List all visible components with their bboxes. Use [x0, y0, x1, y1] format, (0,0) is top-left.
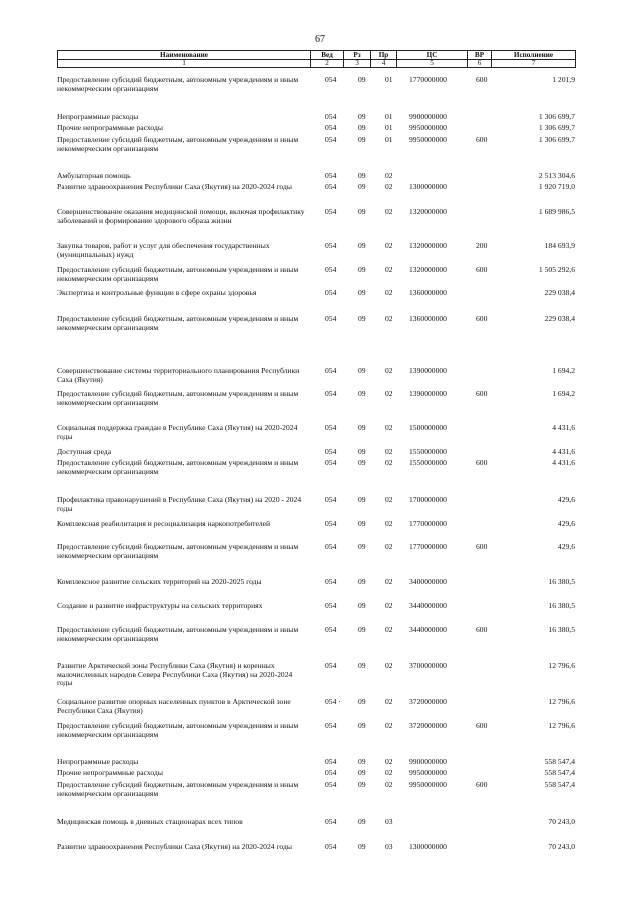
cell-rz: 09 — [358, 423, 366, 432]
cell-ved: 054 — [325, 366, 337, 375]
cell-cs: 1360000000 — [409, 314, 447, 323]
cell-pr: 02 — [385, 423, 393, 432]
cell-pr: 02 — [385, 697, 393, 706]
cell-pr: 02 — [385, 542, 393, 551]
col-header-ved: Вед — [311, 51, 344, 60]
row-name: Прочие непрограммные расходы — [57, 768, 163, 777]
cell-cs: 9950000000 — [409, 768, 447, 777]
cell-amount: 184 693,9 — [544, 241, 575, 250]
cell-cs: 1770000000 — [409, 542, 447, 551]
col-number: 3 — [344, 60, 371, 68]
cell-cs: 3720000000 — [409, 721, 447, 730]
col-header-pr: Пр — [371, 51, 397, 60]
cell-pr: 02 — [385, 182, 393, 191]
cell-rz: 09 — [358, 519, 366, 528]
col-number: 7 — [492, 60, 576, 68]
cell-rz: 09 — [358, 697, 366, 706]
cell-rz: 09 — [358, 123, 366, 132]
cell-ved: 054 — [325, 780, 337, 789]
cell-pr: 02 — [385, 768, 393, 777]
cell-cs: 1390000000 — [409, 366, 447, 375]
row-name: Амбулаторная помощь — [57, 171, 131, 180]
cell-pr: 02 — [385, 721, 393, 730]
cell-pr: 02 — [385, 601, 393, 610]
cell-ved: 054 — [325, 757, 337, 766]
cell-cs: 3700000000 — [409, 661, 447, 670]
cell-ved: 054 · — [325, 697, 341, 706]
cell-cs: 3440000000 — [409, 601, 447, 610]
cell-pr: 02 — [385, 577, 393, 586]
cell-ved: 054 — [325, 721, 337, 730]
cell-pr: 01 — [385, 135, 393, 144]
cell-rz: 09 — [358, 288, 366, 297]
cell-pr: 01 — [385, 123, 393, 132]
cell-cs: 1770000000 — [409, 75, 447, 84]
cell-pr: 02 — [385, 265, 393, 274]
cell-ved: 054 — [325, 768, 337, 777]
cell-cs: 9900000000 — [409, 757, 447, 766]
cell-ved: 054 — [325, 314, 337, 323]
cell-vr: 600 — [476, 625, 488, 634]
cell-rz: 09 — [358, 601, 366, 610]
cell-amount: 558 547,4 — [544, 768, 575, 777]
cell-ved: 054 — [325, 458, 337, 467]
cell-pr: 02 — [385, 171, 393, 180]
row-name: Социальная поддержка граждан в Республике Саха (Якутия) на 2020-2024 годы — [57, 423, 298, 441]
row-name: Предоставление субсидий бюджетным, автономным учреждениям и иным некоммерческим организациям — [57, 314, 299, 332]
cell-ved: 054 — [325, 389, 337, 398]
cell-rz: 09 — [358, 817, 366, 826]
cell-amount: 1 505 292,6 — [538, 265, 575, 274]
cell-pr: 02 — [385, 780, 393, 789]
cell-ved: 054 — [325, 495, 337, 504]
cell-rz: 09 — [358, 780, 366, 789]
cell-pr: 02 — [385, 288, 393, 297]
row-name: Предоставление субсидий бюджетным, автономным учреждениям и иным некоммерческим организациям — [57, 721, 299, 739]
cell-pr: 03 — [385, 817, 393, 826]
cell-amount: 1 689 986,5 — [538, 207, 575, 216]
row-name: Комплексная реабилитация и ресоциализация наркопотребителей — [57, 519, 271, 528]
row-name: Предоставление субсидий бюджетным, автономным учреждениям и иным некоммерческим организациям — [57, 780, 299, 798]
cell-amount: 70 243,0 — [548, 842, 575, 851]
cell-amount: 12 796,6 — [548, 661, 575, 670]
cell-cs: 1300000000 — [409, 842, 447, 851]
row-name: Совершенствование системы территориального планирования Республики Саха (Якутия) — [57, 366, 300, 384]
cell-rz: 09 — [358, 207, 366, 216]
cell-pr: 02 — [385, 661, 393, 670]
cell-rz: 09 — [358, 135, 366, 144]
row-name: Закупка товаров, работ и услуг для обеспечения государственных (муниципальных) нужд — [57, 241, 270, 259]
cell-vr: 600 — [476, 721, 488, 730]
cell-amount: 1 694,2 — [552, 389, 575, 398]
cell-ved: 054 — [325, 423, 337, 432]
col-header-vr: ВР — [468, 51, 492, 60]
cell-amount: 12 796,6 — [548, 697, 575, 706]
cell-amount: 70 243,0 — [548, 817, 575, 826]
cell-cs: 1550000000 — [409, 458, 447, 467]
page-number: 67 — [315, 34, 325, 45]
cell-rz: 09 — [358, 625, 366, 634]
row-name: Развитие Арктической зоны Республики Саха (Якутия) и коренных малочисленных народов Севера Республики Саха (Якутия) на 2020-2024 годы — [57, 661, 293, 688]
cell-vr: 600 — [476, 389, 488, 398]
row-name: Развитие здравоохранения Республики Саха (Якутия) на 2020-2024 годы — [57, 182, 292, 191]
cell-rz: 09 — [358, 721, 366, 730]
cell-cs: 9950000000 — [409, 123, 447, 132]
cell-cs: 1700000000 — [409, 495, 447, 504]
cell-amount: 229 038,4 — [544, 288, 575, 297]
cell-rz: 09 — [358, 182, 366, 191]
cell-pr: 02 — [385, 458, 393, 467]
cell-amount: 4 431,6 — [552, 458, 575, 467]
cell-pr: 02 — [385, 625, 393, 634]
row-name: Предоставление субсидий бюджетным, автономным учреждениям и иным некоммерческим организациям — [57, 389, 299, 407]
cell-amount: 16 380,5 — [548, 577, 575, 586]
cell-vr: 600 — [476, 314, 488, 323]
cell-pr: 01 — [385, 112, 393, 121]
cell-amount: 558 547,4 — [544, 780, 575, 789]
cell-cs: 1300000000 — [409, 182, 447, 191]
cell-ved: 054 — [325, 171, 337, 180]
cell-rz: 09 — [358, 447, 366, 456]
cell-amount: 1 201,9 — [552, 75, 575, 84]
cell-vr: 600 — [476, 265, 488, 274]
cell-amount: 2 513 304,6 — [538, 171, 575, 180]
cell-amount: 1 306 699,7 — [538, 112, 575, 121]
cell-pr: 02 — [385, 757, 393, 766]
cell-rz: 09 — [358, 495, 366, 504]
row-name: Социальное развитие опорных населенных пунктов в Арктической зоне Республики Саха (Якутия) — [57, 697, 291, 715]
cell-ved: 054 — [325, 123, 337, 132]
cell-rz: 09 — [358, 265, 366, 274]
cell-ved: 054 — [325, 288, 337, 297]
cell-rz: 09 — [358, 314, 366, 323]
cell-amount: 16 380,5 — [548, 625, 575, 634]
cell-ved: 054 — [325, 135, 337, 144]
cell-vr: 600 — [476, 458, 488, 467]
cell-ved: 054 — [325, 542, 337, 551]
cell-amount: 1 306 699,7 — [538, 123, 575, 132]
cell-amount: 4 431,6 — [552, 423, 575, 432]
cell-pr: 02 — [385, 447, 393, 456]
cell-cs: 3440000000 — [409, 625, 447, 634]
cell-amount: 429,6 — [557, 519, 575, 528]
row-name: Экспертиза и контрольные функции в сфере охраны здоровья — [57, 288, 257, 297]
cell-amount: 12 796,6 — [548, 721, 575, 730]
cell-cs: 1320000000 — [409, 207, 447, 216]
cell-pr: 02 — [385, 389, 393, 398]
cell-rz: 09 — [358, 757, 366, 766]
cell-ved: 054 — [325, 265, 337, 274]
col-number: 2 — [311, 60, 344, 68]
row-name: Предоставление субсидий бюджетным, автономным учреждениям и иным некоммерческим организациям — [57, 458, 299, 476]
cell-pr: 02 — [385, 207, 393, 216]
cell-cs: 9900000000 — [409, 112, 447, 121]
cell-vr: 600 — [476, 542, 488, 551]
cell-pr: 01 — [385, 75, 393, 84]
cell-rz: 09 — [358, 661, 366, 670]
cell-rz: 09 — [358, 171, 366, 180]
cell-pr: 02 — [385, 366, 393, 375]
cell-cs: 3720000000 — [409, 697, 447, 706]
cell-ved: 054 — [325, 207, 337, 216]
cell-ved: 054 — [325, 817, 337, 826]
cell-ved: 054 — [325, 577, 337, 586]
cell-ved: 054 — [325, 182, 337, 191]
cell-cs: 1320000000 — [409, 241, 447, 250]
row-name: Предоставление субсидий бюджетным, автономным учреждениям и иным некоммерческим организациям — [57, 542, 299, 560]
row-name: Непрограммные расходы — [57, 757, 139, 766]
row-name: Предоставление субсидий бюджетным, автономным учреждениям и иным некоммерческим организациям — [57, 135, 299, 153]
cell-rz: 09 — [358, 577, 366, 586]
row-name: Доступная среда — [57, 447, 112, 456]
row-name: Развитие здравоохранения Республики Саха (Якутия) на 2020-2024 годы — [57, 842, 292, 851]
cell-pr: 03 — [385, 842, 393, 851]
cell-amount: 1 694,2 — [552, 366, 575, 375]
col-number: 1 — [58, 60, 311, 68]
cell-pr: 02 — [385, 241, 393, 250]
row-name: Совершенствование оказания медицинской помощи, включая профилактику заболеваний и формирование здорового образа жизни — [57, 207, 305, 225]
col-number: 6 — [468, 60, 492, 68]
col-number: 5 — [397, 60, 468, 68]
cell-vr: 200 — [476, 241, 488, 250]
cell-cs: 1770000000 — [409, 519, 447, 528]
cell-cs: 9950000000 — [409, 135, 447, 144]
cell-rz: 09 — [358, 458, 366, 467]
col-header-name: Наименование — [58, 51, 311, 60]
row-name: Комплексное развитие сельских территорий на 2020-2025 годы — [57, 577, 262, 586]
row-name: Предоставление субсидий бюджетным, автономным учреждениям и иным некоммерческим организациям — [57, 625, 299, 643]
cell-ved: 054 — [325, 75, 337, 84]
cell-cs: 1550000000 — [409, 447, 447, 456]
cell-cs: 3400000000 — [409, 577, 447, 586]
cell-cs: 1390000000 — [409, 389, 447, 398]
cell-pr: 02 — [385, 495, 393, 504]
cell-rz: 09 — [358, 366, 366, 375]
cell-cs: 1320000000 — [409, 265, 447, 274]
cell-amount: 429,6 — [557, 495, 575, 504]
cell-ved: 054 — [325, 601, 337, 610]
cell-rz: 09 — [358, 241, 366, 250]
cell-rz: 09 — [358, 75, 366, 84]
cell-amount: 1 920 719,0 — [538, 182, 575, 191]
cell-ved: 054 — [325, 241, 337, 250]
cell-pr: 02 — [385, 519, 393, 528]
cell-vr: 600 — [476, 135, 488, 144]
cell-pr: 02 — [385, 314, 393, 323]
cell-ved: 054 — [325, 447, 337, 456]
cell-rz: 09 — [358, 842, 366, 851]
cell-cs: 1360000000 — [409, 288, 447, 297]
cell-ved: 054 — [325, 112, 337, 121]
cell-vr: 600 — [476, 75, 488, 84]
cell-amount: 16 380,5 — [548, 601, 575, 610]
cell-rz: 09 — [358, 542, 366, 551]
cell-rz: 09 — [358, 768, 366, 777]
cell-amount: 229 038,4 — [544, 314, 575, 323]
cell-cs: 1500000000 — [409, 423, 447, 432]
row-name: Предоставление субсидий бюджетным, автономным учреждениям и иным некоммерческим организациям — [57, 75, 299, 93]
row-name: Медицинская помощь в дневных стационарах всех типов — [57, 817, 243, 826]
col-header-cs: ЦС — [397, 51, 468, 60]
row-name: Создание и развитие инфраструктуры на сельских территориях — [57, 601, 263, 610]
row-name: Предоставление субсидий бюджетным, автономным учреждениям и иным некоммерческим организациям — [57, 265, 299, 283]
cell-amount: 558 547,4 — [544, 757, 575, 766]
cell-ved: 054 — [325, 519, 337, 528]
col-header-rz: Рз — [344, 51, 371, 60]
col-header-amount: Исполнение — [492, 51, 576, 60]
cell-cs: 9950000000 — [409, 780, 447, 789]
col-number: 4 — [371, 60, 397, 68]
cell-rz: 09 — [358, 112, 366, 121]
cell-amount: 1 306 699,7 — [538, 135, 575, 144]
cell-ved: 054 — [325, 625, 337, 634]
cell-vr: 600 — [476, 780, 488, 789]
cell-ved: 054 — [325, 842, 337, 851]
cell-amount: 4 431,6 — [552, 447, 575, 456]
cell-rz: 09 — [358, 389, 366, 398]
cell-ved: 054 — [325, 661, 337, 670]
row-name: Непрограммные расходы — [57, 112, 139, 121]
row-name: Профилактика правонарушений в Республике Саха (Якутия) на 2020 - 2024 годы — [57, 495, 302, 513]
row-name: Прочие непрограммные расходы — [57, 123, 163, 132]
cell-amount: 429,6 — [557, 542, 575, 551]
